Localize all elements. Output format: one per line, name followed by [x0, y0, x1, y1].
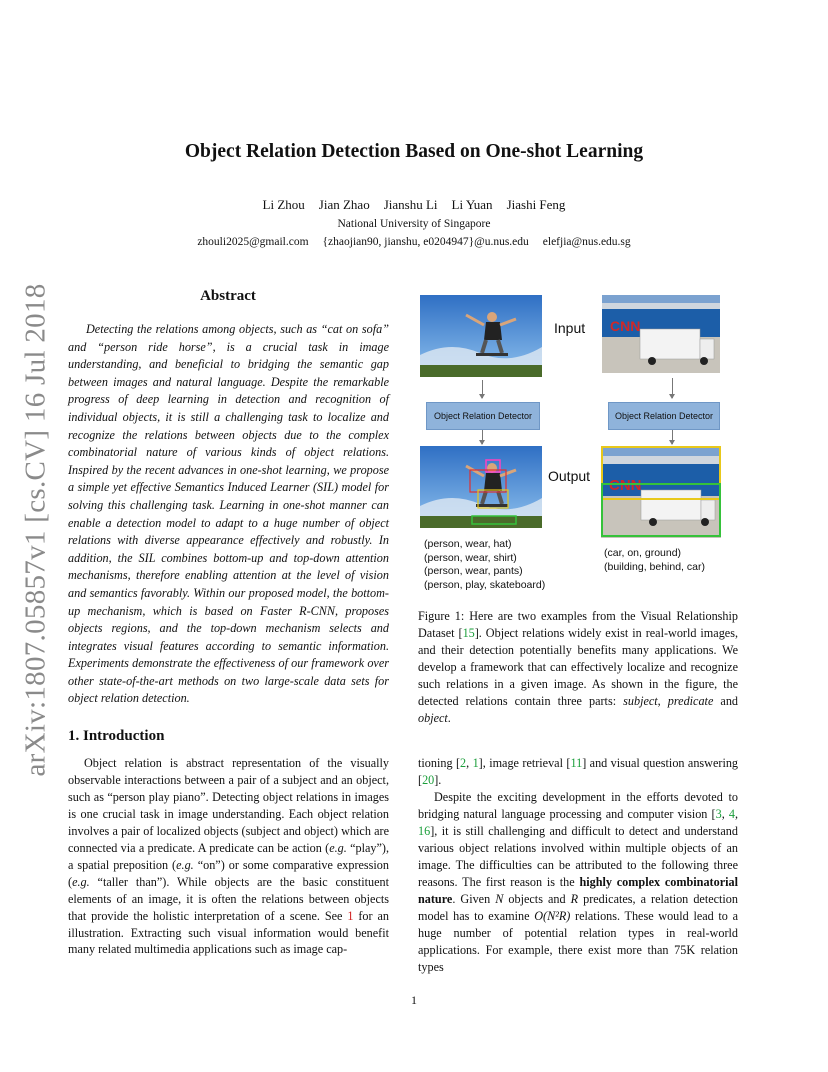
- abbrev: e.g.: [329, 840, 347, 855]
- paper-title: Object Relation Detection Based on One-shot Learning: [184, 141, 644, 162]
- arrow-down-icon: [672, 378, 673, 398]
- skateboard-input-photo: [420, 295, 542, 377]
- citation-link[interactable]: 2: [460, 756, 467, 770]
- author: Jian Zhao: [318, 197, 370, 212]
- arrow-down-icon: [482, 430, 483, 444]
- caption-text: .: [447, 711, 451, 725]
- svg-text:CNN: CNN: [609, 477, 642, 494]
- math-var: N: [495, 891, 504, 906]
- relation-item: (person, wear, shirt): [424, 551, 517, 564]
- citation-link[interactable]: 4: [728, 806, 735, 821]
- body-text: ] and visual question answering [: [418, 756, 739, 787]
- math-expression: O(N²R): [534, 908, 571, 923]
- author: Li Zhou: [262, 197, 305, 212]
- relation-item: (person, play, skateboard): [424, 578, 546, 591]
- relation-item: (person, wear, pants): [424, 565, 523, 578]
- body-text: Despite the exciting development in the efforts devoted to bridging natural language processing and computer vision [: [418, 790, 738, 821]
- caption-text: Figure 1: Here are two examples from the Visual Relationship Dataset [: [418, 609, 738, 640]
- citation-link[interactable]: 3: [715, 806, 722, 821]
- body-text: predicates, a relation detection model has to examine: [418, 891, 738, 923]
- email-list: [0, 236, 828, 248]
- body-text: ], it is still challenging and difficult to detect and understand various object relations involved within multiple objects of an image. The difficulties can be attributed to the following three reasons. The first reason is the: [418, 823, 738, 889]
- body-text: “on”) or some comparative expression (: [68, 857, 389, 889]
- body-text: “taller than”). While objects are the basic constituent elements of an image, it is often the relations between objects that provide the holistic interpretation of a scene. See: [68, 874, 389, 923]
- body-text: . Given: [452, 891, 496, 906]
- input-label: Input: [554, 320, 586, 336]
- svg-text:CNN: CNN: [610, 318, 641, 334]
- figure-1-caption: [418, 608, 738, 727]
- affiliation: National University of Singapore: [337, 218, 491, 230]
- output-label: Output: [548, 468, 591, 484]
- abstract-heading: Abstract: [200, 288, 256, 304]
- relation-item: (person, wear, hat): [424, 538, 512, 550]
- citation-link[interactable]: 20: [422, 772, 435, 787]
- body-text: ,: [734, 806, 738, 821]
- object-relation-detector-box: Object Relation Detector: [608, 402, 720, 430]
- caption-text: and: [713, 694, 739, 708]
- citation-link[interactable]: 1: [472, 756, 479, 770]
- right-relations-list: [604, 547, 705, 574]
- abbrev: e.g.: [176, 857, 194, 872]
- author: Jianshu Li: [383, 197, 438, 212]
- abbrev: e.g.: [72, 874, 90, 889]
- caption-term: object: [418, 711, 448, 725]
- author-list: [0, 197, 828, 213]
- author: Jiashi Feng: [506, 197, 566, 212]
- intro-paragraph-2: [418, 789, 738, 975]
- math-var: R: [570, 891, 579, 906]
- skateboard-output-photo: [420, 446, 542, 528]
- email: {zhaojian90, jianshu, e0204947}@u.nus.edu: [322, 236, 529, 248]
- relation-item: (building, behind, car): [604, 560, 705, 573]
- figure-1: [418, 290, 740, 595]
- section-heading-introduction: 1. Introduction: [68, 728, 165, 744]
- body-text: ,: [466, 756, 473, 770]
- author: Li Yuan: [451, 197, 493, 212]
- email: zhouli2025@gmail.com: [197, 236, 309, 248]
- truck-output-photo: [601, 446, 721, 538]
- body-text: ,: [721, 806, 729, 821]
- caption-term: predicate: [667, 694, 714, 708]
- email: elefjia@nus.edu.sg: [542, 236, 631, 248]
- body-text: ], image retrieval [: [478, 756, 571, 770]
- page-number: 1: [411, 993, 417, 1007]
- abstract-body: Detecting the relations among objects, such as “cat on sofa” and “person ride horse”, is a crucial task in image understanding, and beneficial to bridging the semantic gap between images and natural language. Despite the remarkable progress of deep learning in detection and recognition of individual objects, it is still a challenging task to localize and recognize the relations between objects due to the complex combinatorial nature of various kinds of object relations. Inspired by the recent advances in one-shot learning, we propose a simple yet effective Semantics Induced Learner (SIL) model for solving this challenging task. Learning in one-shot manner can enable a detection model to adapt to a huge number of object relations with diverse appearance effectively and robustly. In addition, the SIL combines bottom-up and top-down attention mechanisms, therefore enabling attention at the level of vision and semantics favorably. Within our proposed model, the bottom-up mechanism, which is based on Faster R-CNN, proposes objects regions, and the top-down mechanism selects and integrates visual features according to semantic information. Experiments demonstrate the effectiveness of our framework over other state-of-the-art methods on two large-scale data sets for object relation detection.: [68, 322, 389, 706]
- caption-text: ,: [657, 694, 668, 708]
- caption-term: subject: [623, 694, 658, 708]
- body-text: tioning [: [418, 756, 461, 770]
- body-text: “play”), a spatial preposition (: [68, 840, 389, 872]
- caption-text: ]. Object relations widely exist in real-world images, and their detection potentially benefits many applications. We develop a framework that can effectively localize and recognize such relations in a given image. As shown in the figure, the detected relations contain three parts:: [418, 626, 738, 708]
- left-relations-list: [424, 538, 545, 592]
- intro-paragraph-1: [68, 755, 389, 958]
- body-text: objects and: [503, 891, 571, 906]
- citation-link[interactable]: 16: [418, 823, 431, 838]
- arxiv-stamp: [14, 283, 58, 777]
- body-text: for an illustration. Extracting such visual information would benefit many related multimedia applications such as image cap-: [68, 908, 389, 957]
- citation-link[interactable]: 15: [462, 626, 475, 640]
- intro-paragraph-1-continued: [418, 755, 738, 789]
- object-relation-detector-box: Object Relation Detector: [426, 402, 540, 430]
- body-text: ].: [434, 772, 442, 787]
- body-text: relations. These would lead to a huge number of potential relation types in real-world applications. For example, there exist more than 75K relation types: [418, 908, 738, 974]
- arxiv-id: arXiv:1807.05857v1 [cs.CV] 16 Jul 2018: [19, 283, 52, 777]
- figure-link[interactable]: 1: [347, 908, 354, 923]
- truck-input-photo: [602, 295, 720, 373]
- arrow-down-icon: [482, 380, 483, 398]
- relation-item: (car, on, ground): [604, 547, 682, 559]
- emphasis-text: highly complex combinatorial nature: [418, 874, 738, 906]
- citation-link[interactable]: 11: [570, 756, 583, 770]
- body-text: Object relation is abstract representation of the visually observable interactions between a pair of a subject and an object, such as “person play piano”. Detecting object relations in images is one crucial task in image understanding. Each object relation involves a pair of localized objects (subject and object) which are connected via a predicate. A predicate can be action (: [68, 756, 389, 855]
- arrow-down-icon: [672, 430, 673, 444]
